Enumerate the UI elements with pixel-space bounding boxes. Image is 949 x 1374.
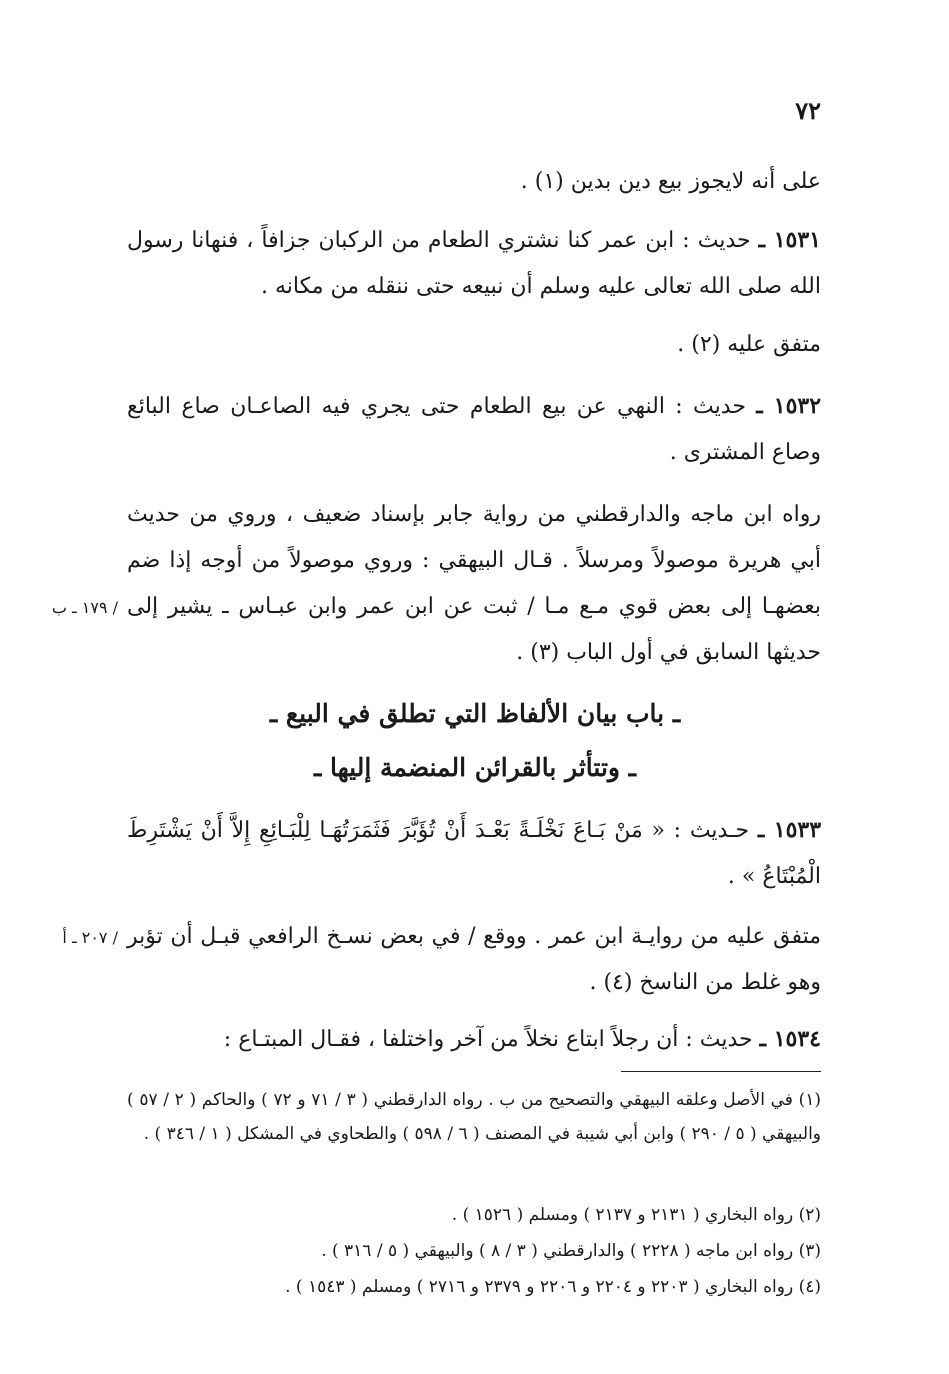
hadith-paragraph <box>127 383 821 476</box>
page-number: ٧٢ <box>795 96 821 125</box>
footnote: (٢) رواه البخاري ( ٢١٣١ و ٢١٣٧ ) ومسلم ( ١٥٢٦ ) . <box>451 1205 821 1225</box>
footnote-separator <box>621 1071 821 1072</box>
hadith-text: حديث : ابن عمر كنا نشتري الطعام من الركبان جزافاً ، فنهانا رسول الله صلى الله تعالى عليه وسلم أن نبيعه حتى ننقله من مكانه . <box>127 228 821 299</box>
hadith-number: ١٥٣٣ ـ <box>757 817 822 843</box>
margin-note: / ١٧٩ ـ ب <box>51 598 118 617</box>
hadith-paragraph <box>127 1016 821 1063</box>
hadith-text: حديث : أن رجلاً ابتاع نخلاً من آخر واختلفا ، فقـال المبتـاع : <box>223 1027 760 1052</box>
chapter-heading: ـ باب بيان الألفاظ التي تطلق في البيع ـ <box>269 699 681 728</box>
paragraph <box>127 492 821 676</box>
hadith-paragraph <box>127 807 821 900</box>
paragraph-text: رواه ابن ماجه والدارقطني من رواية جابر بإسناد ضعيف ، وروي من حديث أبي هريرة موصولاً ومرسلاً . قـال البيهقي : وروي موصولاً من أوجه إذا ضم بعضهـا إلى بعض قوي مـع مـا / ثبت عن ابن عمر وابن عبـاس ـ يشير إلى حديثها السابق في أول الباب (٣) . <box>127 502 821 665</box>
footnote: (١) في الأصل وعلقه البيهقي والتصحيح من ب . رواه الدارقطني ( ٣ / ٧١ و ٧٢ ) والحاكم ( ٢ / ٥٧ ) والبيهقي ( ٥ / ٢٩٠ ) وابن أبي شيبة في المصنف ( ٦ / ٥٩٨ ) والطحاوي في المشكل ( ١ / ٣٤٦ ) . <box>127 1090 821 1144</box>
paragraph-text: متفق عليه (٢) . <box>677 332 821 357</box>
paragraph <box>127 322 821 368</box>
hadith-text: حديث : النهي عن بيع الطعام حتى يجري فيه الصاعـان صاع البائع وصاع المشترى . <box>127 394 821 465</box>
hadith-number: ١٥٣٤ ـ <box>759 1026 821 1052</box>
footnote: (٣) رواه ابن ماجه ( ٢٢٢٨ ) والدارقطني ( ٣ / ٨ ) والبيهقي ( ٥ / ٣١٦ ) . <box>321 1241 821 1261</box>
hadith-paragraph <box>127 217 821 310</box>
margin-note: / ٢٠٧ ـ أ <box>62 928 118 947</box>
footnote: (٤) رواه البخاري ( ٢٢٠٣ و ٢٢٠٤ و ٢٢٠٦ و ٢٣٧٩ و ٢٧١٦ ) ومسلم ( ١٥٤٣ ) . <box>285 1277 821 1297</box>
hadith-number: ١٥٣١ ـ <box>758 227 821 253</box>
chapter-subheading: ـ وتتأثر بالقرائن المنضمة إليها ـ <box>313 753 637 782</box>
hadith-number: ١٥٣٢ ـ <box>756 393 822 419</box>
hadith-text: حـديث : « مَنْ بَـاعَ نَخْلَـةً بَعْـدَ أَنْ تُؤَبَّرَ فَثَمَرَتُهَـا لِلْبَـائِعِ إِلاَّ أَنْ يَشْتَرِطَ الْمُبْتَاعُ » . <box>127 818 821 889</box>
paragraph-text: على أنه لايجوز بيع دين بدين (١) . <box>520 169 821 194</box>
paragraph-text: متفق عليه من روايـة ابن عمر . ووقع / في بعض نسـخ الرافعي قبـل أن تؤبر وهو غلط من الناسخ (٤) . <box>127 924 821 995</box>
paragraph <box>127 159 821 205</box>
paragraph <box>127 914 821 1006</box>
